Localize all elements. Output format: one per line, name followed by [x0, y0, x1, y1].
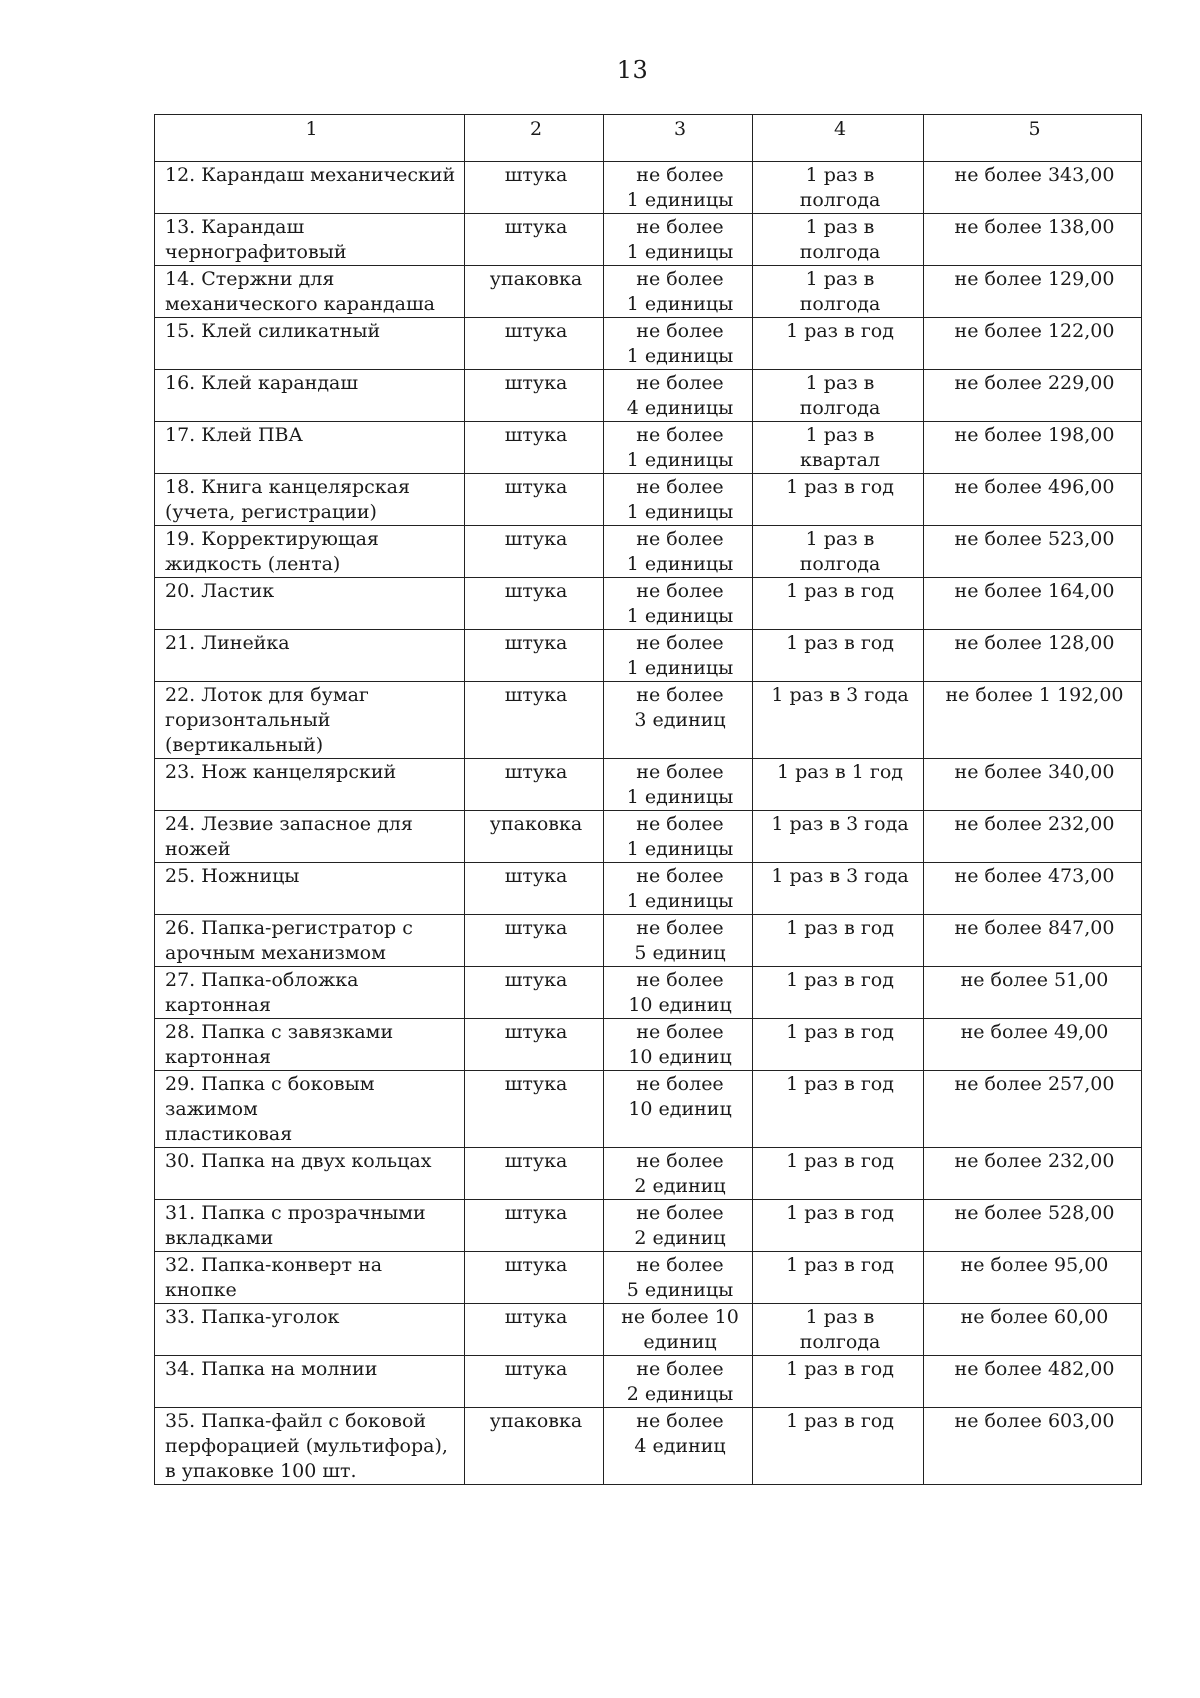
item-name-cell: [155, 266, 465, 318]
quantity-cell-line: не более: [636, 476, 724, 498]
quantity-cell-line: 1 единицы: [626, 605, 734, 627]
price-cell: не более 257,00: [924, 1071, 1142, 1148]
item-name-cell-line: 34. Папка на молнии: [165, 1358, 378, 1380]
item-name-cell: [155, 578, 465, 630]
frequency-cell: 1 раз в полгода: [753, 370, 924, 422]
price-cell: не более 51,00: [924, 967, 1142, 1019]
price-cell: не более 232,00: [924, 811, 1142, 863]
price-cell: не более 232,00: [924, 1148, 1142, 1200]
item-name-cell: [155, 811, 465, 863]
quantity-cell-line: не более: [636, 216, 724, 238]
quantity-cell-line: не более: [636, 1150, 724, 1172]
quantity-cell-line: 2 единицы: [626, 1383, 734, 1405]
table-body: [155, 162, 1142, 1485]
item-name-cell: [155, 474, 465, 526]
quantity-cell: [604, 266, 753, 318]
item-name-cell-line: 28. Папка с завязками: [165, 1021, 394, 1043]
item-name-cell-line: пластиковая: [165, 1123, 293, 1145]
item-name-cell: [155, 1019, 465, 1071]
item-name-cell-line: механического карандаша: [165, 293, 435, 315]
price-cell: не более 343,00: [924, 162, 1142, 214]
item-name-cell: [155, 1200, 465, 1252]
item-name-cell-line: (учета, регистрации): [165, 501, 377, 523]
unit-cell: штука: [465, 1252, 604, 1304]
unit-cell: упаковка: [465, 266, 604, 318]
price-cell: не более 847,00: [924, 915, 1142, 967]
quantity-cell-line: не более: [636, 320, 724, 342]
table-row: [155, 1304, 1142, 1356]
item-name-cell-line: 13. Карандаш: [165, 216, 305, 238]
price-cell: не более 528,00: [924, 1200, 1142, 1252]
quantity-cell-line: 2 единиц: [634, 1175, 726, 1197]
price-cell: не более 340,00: [924, 759, 1142, 811]
item-name-cell-line: 30. Папка на двух кольцах: [165, 1150, 432, 1172]
item-name-cell-line: 15. Клей силикатный: [165, 320, 381, 342]
quantity-cell-line: 10 единиц: [628, 1046, 732, 1068]
quantity-cell: [604, 370, 753, 422]
unit-cell: упаковка: [465, 1408, 604, 1485]
item-name-cell: [155, 915, 465, 967]
item-name-cell: [155, 1252, 465, 1304]
supplies-norms-table: [154, 114, 1142, 1485]
price-cell: не более 164,00: [924, 578, 1142, 630]
item-name-cell: [155, 630, 465, 682]
quantity-cell-line: 1 единицы: [626, 501, 734, 523]
quantity-cell: [604, 1356, 753, 1408]
table-row: [155, 578, 1142, 630]
quantity-cell-line: не более: [636, 1410, 724, 1432]
table-row: [155, 1252, 1142, 1304]
quantity-cell-line: 1 единицы: [626, 553, 734, 575]
frequency-cell: 1 раз в год: [753, 915, 924, 967]
quantity-cell-line: не более: [636, 1202, 724, 1224]
quantity-cell: [604, 1148, 753, 1200]
table-row: [155, 162, 1142, 214]
quantity-cell: [604, 214, 753, 266]
table-row: [155, 915, 1142, 967]
quantity-cell: [604, 162, 753, 214]
frequency-cell: 1 раз в год: [753, 318, 924, 370]
item-name-cell-line: 18. Книга канцелярская: [165, 476, 410, 498]
item-name-cell-line: вкладками: [165, 1227, 274, 1249]
item-name-cell-line: 19. Корректирующая: [165, 528, 379, 550]
item-name-cell-line: 22. Лоток для бумаг: [165, 684, 369, 706]
quantity-cell-line: единиц: [643, 1331, 717, 1353]
item-name-cell: [155, 370, 465, 422]
quantity-cell-line: 4 единиц: [634, 1435, 726, 1457]
quantity-cell: [604, 682, 753, 759]
frequency-cell: 1 раз в полгода: [753, 266, 924, 318]
price-cell: не более 138,00: [924, 214, 1142, 266]
quantity-cell-line: не более: [636, 268, 724, 290]
item-name-cell: [155, 1304, 465, 1356]
price-cell: не более 95,00: [924, 1252, 1142, 1304]
quantity-cell-line: не более: [636, 528, 724, 550]
quantity-cell-line: 1 единицы: [626, 449, 734, 471]
frequency-cell: 1 раз в год: [753, 474, 924, 526]
unit-cell: упаковка: [465, 811, 604, 863]
frequency-cell: 1 раз в год: [753, 630, 924, 682]
unit-cell: штука: [465, 370, 604, 422]
quantity-cell-line: 5 единицы: [626, 1279, 734, 1301]
quantity-cell-line: не более: [636, 761, 724, 783]
quantity-cell-line: 5 единиц: [634, 942, 726, 964]
item-name-cell: [155, 162, 465, 214]
frequency-cell: 1 раз в полгода: [753, 214, 924, 266]
frequency-cell: 1 раз в 3 года: [753, 863, 924, 915]
frequency-cell: 1 раз в год: [753, 967, 924, 1019]
unit-cell: штука: [465, 915, 604, 967]
item-name-cell-line: чернографитовый: [165, 241, 347, 263]
unit-cell: штука: [465, 682, 604, 759]
item-name-cell: [155, 318, 465, 370]
quantity-cell-line: 1 единицы: [626, 189, 734, 211]
quantity-cell-line: 1 единицы: [626, 838, 734, 860]
quantity-cell: [604, 1304, 753, 1356]
item-name-cell: [155, 682, 465, 759]
item-name-cell-line: перфорацией (мультифора),: [165, 1435, 448, 1457]
price-cell: не более 49,00: [924, 1019, 1142, 1071]
item-name-cell: [155, 526, 465, 578]
quantity-cell-line: 4 единицы: [626, 397, 734, 419]
header-row: [155, 115, 1142, 162]
table-row: [155, 1356, 1142, 1408]
item-name-cell-line: 29. Папка с боковым зажимом: [165, 1073, 375, 1120]
frequency-cell: 1 раз в полгода: [753, 1304, 924, 1356]
column-header-3: 3: [604, 115, 753, 162]
quantity-cell-line: не более: [636, 865, 724, 887]
column-header-5: 5: [924, 115, 1142, 162]
quantity-cell-line: не более: [636, 1254, 724, 1276]
item-name-cell-line: 17. Клей ПВА: [165, 424, 303, 446]
unit-cell: штука: [465, 474, 604, 526]
item-name-cell-line: жидкость (лента): [165, 553, 341, 575]
quantity-cell: [604, 474, 753, 526]
item-name-cell: [155, 214, 465, 266]
quantity-cell-line: не более: [636, 164, 724, 186]
quantity-cell-line: не более: [636, 372, 724, 394]
item-name-cell-line: 27. Папка-обложка картонная: [165, 969, 359, 1016]
unit-cell: штука: [465, 1071, 604, 1148]
item-name-cell-line: 26. Папка-регистратор с: [165, 917, 413, 939]
quantity-cell: [604, 422, 753, 474]
quantity-cell: [604, 1019, 753, 1071]
item-name-cell: [155, 1071, 465, 1148]
quantity-cell-line: не более: [636, 1358, 724, 1380]
quantity-cell: [604, 1071, 753, 1148]
quantity-cell: [604, 318, 753, 370]
quantity-cell-line: не более: [636, 684, 724, 706]
table-row: [155, 214, 1142, 266]
quantity-cell-line: 1 единицы: [626, 786, 734, 808]
quantity-cell: [604, 1408, 753, 1485]
unit-cell: штука: [465, 1148, 604, 1200]
price-cell: не более 496,00: [924, 474, 1142, 526]
table-row: [155, 1408, 1142, 1485]
unit-cell: штука: [465, 863, 604, 915]
item-name-cell-line: 32. Папка-конверт на кнопке: [165, 1254, 383, 1301]
table-header: [155, 115, 1142, 162]
unit-cell: штука: [465, 1304, 604, 1356]
unit-cell: штука: [465, 967, 604, 1019]
item-name-cell-line: 14. Стержни для: [165, 268, 335, 290]
table-row: [155, 474, 1142, 526]
frequency-cell: 1 раз в квартал: [753, 422, 924, 474]
item-name-cell-line: 12. Карандаш механический: [165, 164, 456, 186]
table-row: [155, 630, 1142, 682]
quantity-cell-line: не более: [636, 1021, 724, 1043]
price-cell: не более 128,00: [924, 630, 1142, 682]
column-header-2: 2: [465, 115, 604, 162]
quantity-cell-line: 1 единицы: [626, 657, 734, 679]
unit-cell: штука: [465, 318, 604, 370]
table-row: [155, 422, 1142, 474]
unit-cell: штука: [465, 1356, 604, 1408]
price-cell: не более 60,00: [924, 1304, 1142, 1356]
frequency-cell: 1 раз в полгода: [753, 162, 924, 214]
item-name-cell-line: 35. Папка-файл с боковой: [165, 1410, 427, 1432]
table-row: [155, 1148, 1142, 1200]
table-row: [155, 863, 1142, 915]
frequency-cell: 1 раз в год: [753, 1200, 924, 1252]
price-cell: не более 229,00: [924, 370, 1142, 422]
quantity-cell-line: 10 единиц: [628, 994, 732, 1016]
table-row: [155, 1071, 1142, 1148]
item-name-cell-line: картонная: [165, 1046, 271, 1068]
item-name-cell-line: (вертикальный): [165, 734, 324, 756]
unit-cell: штука: [465, 630, 604, 682]
item-name-cell: [155, 422, 465, 474]
price-cell: не более 473,00: [924, 863, 1142, 915]
column-header-4: 4: [753, 115, 924, 162]
quantity-cell-line: 3 единиц: [634, 709, 726, 731]
table-row: [155, 526, 1142, 578]
frequency-cell: 1 раз в полгода: [753, 526, 924, 578]
frequency-cell: 1 раз в год: [753, 1019, 924, 1071]
item-name-cell-line: ножей: [165, 838, 231, 860]
table-row: [155, 1019, 1142, 1071]
quantity-cell-line: не более 10: [621, 1306, 739, 1328]
quantity-cell-line: не более: [636, 580, 724, 602]
quantity-cell-line: 1 единицы: [626, 345, 734, 367]
quantity-cell: [604, 915, 753, 967]
item-name-cell-line: 24. Лезвие запасное для: [165, 813, 413, 835]
quantity-cell: [604, 759, 753, 811]
price-cell: не более 523,00: [924, 526, 1142, 578]
unit-cell: штука: [465, 1019, 604, 1071]
price-cell: не более 482,00: [924, 1356, 1142, 1408]
quantity-cell-line: не более: [636, 969, 724, 991]
quantity-cell: [604, 1252, 753, 1304]
quantity-cell: [604, 811, 753, 863]
quantity-cell-line: не более: [636, 632, 724, 654]
quantity-cell: [604, 630, 753, 682]
quantity-cell-line: 1 единицы: [626, 241, 734, 263]
column-header-1: 1: [155, 115, 465, 162]
quantity-cell-line: 2 единиц: [634, 1227, 726, 1249]
unit-cell: штука: [465, 162, 604, 214]
table-row: [155, 318, 1142, 370]
unit-cell: штука: [465, 578, 604, 630]
frequency-cell: 1 раз в 3 года: [753, 811, 924, 863]
table-row: [155, 266, 1142, 318]
price-cell: не более 198,00: [924, 422, 1142, 474]
unit-cell: штука: [465, 759, 604, 811]
frequency-cell: 1 раз в год: [753, 578, 924, 630]
item-name-cell-line: 33. Папка-уголок: [165, 1306, 340, 1328]
item-name-cell-line: 16. Клей карандаш: [165, 372, 359, 394]
frequency-cell: 1 раз в год: [753, 1071, 924, 1148]
quantity-cell: [604, 1200, 753, 1252]
item-name-cell: [155, 967, 465, 1019]
item-name-cell-line: 21. Линейка: [165, 632, 290, 654]
quantity-cell-line: не более: [636, 917, 724, 939]
frequency-cell: 1 раз в 3 года: [753, 682, 924, 759]
page-number: 13: [616, 56, 649, 84]
table-row: [155, 759, 1142, 811]
item-name-cell: [155, 1408, 465, 1485]
table-row: [155, 967, 1142, 1019]
frequency-cell: 1 раз в год: [753, 1408, 924, 1485]
item-name-cell-line: в упаковке 100 шт.: [165, 1460, 357, 1482]
item-name-cell-line: 20. Ластик: [165, 580, 275, 602]
unit-cell: штука: [465, 526, 604, 578]
item-name-cell-line: 25. Ножницы: [165, 865, 300, 887]
item-name-cell: [155, 863, 465, 915]
quantity-cell-line: 10 единиц: [628, 1098, 732, 1120]
item-name-cell: [155, 1148, 465, 1200]
frequency-cell: 1 раз в 1 год: [753, 759, 924, 811]
quantity-cell: [604, 578, 753, 630]
quantity-cell-line: 1 единицы: [626, 890, 734, 912]
frequency-cell: 1 раз в год: [753, 1252, 924, 1304]
item-name-cell-line: 31. Папка с прозрачными: [165, 1202, 426, 1224]
table-row: [155, 370, 1142, 422]
table-row: [155, 1200, 1142, 1252]
unit-cell: штука: [465, 214, 604, 266]
item-name-cell-line: арочным механизмом: [165, 942, 386, 964]
table-row: [155, 811, 1142, 863]
price-cell: не более 129,00: [924, 266, 1142, 318]
price-cell: не более 603,00: [924, 1408, 1142, 1485]
quantity-cell: [604, 967, 753, 1019]
price-cell: не более 122,00: [924, 318, 1142, 370]
quantity-cell: [604, 526, 753, 578]
frequency-cell: 1 раз в год: [753, 1356, 924, 1408]
quantity-cell: [604, 863, 753, 915]
unit-cell: штука: [465, 1200, 604, 1252]
item-name-cell: [155, 759, 465, 811]
quantity-cell-line: не более: [636, 1073, 724, 1095]
table-row: [155, 682, 1142, 759]
price-cell: не более 1 192,00: [924, 682, 1142, 759]
item-name-cell-line: 23. Нож канцелярский: [165, 761, 397, 783]
quantity-cell-line: не более: [636, 424, 724, 446]
frequency-cell: 1 раз в год: [753, 1148, 924, 1200]
item-name-cell: [155, 1356, 465, 1408]
item-name-cell-line: горизонтальный: [165, 709, 331, 731]
quantity-cell-line: не более: [636, 813, 724, 835]
quantity-cell-line: 1 единицы: [626, 293, 734, 315]
unit-cell: штука: [465, 422, 604, 474]
